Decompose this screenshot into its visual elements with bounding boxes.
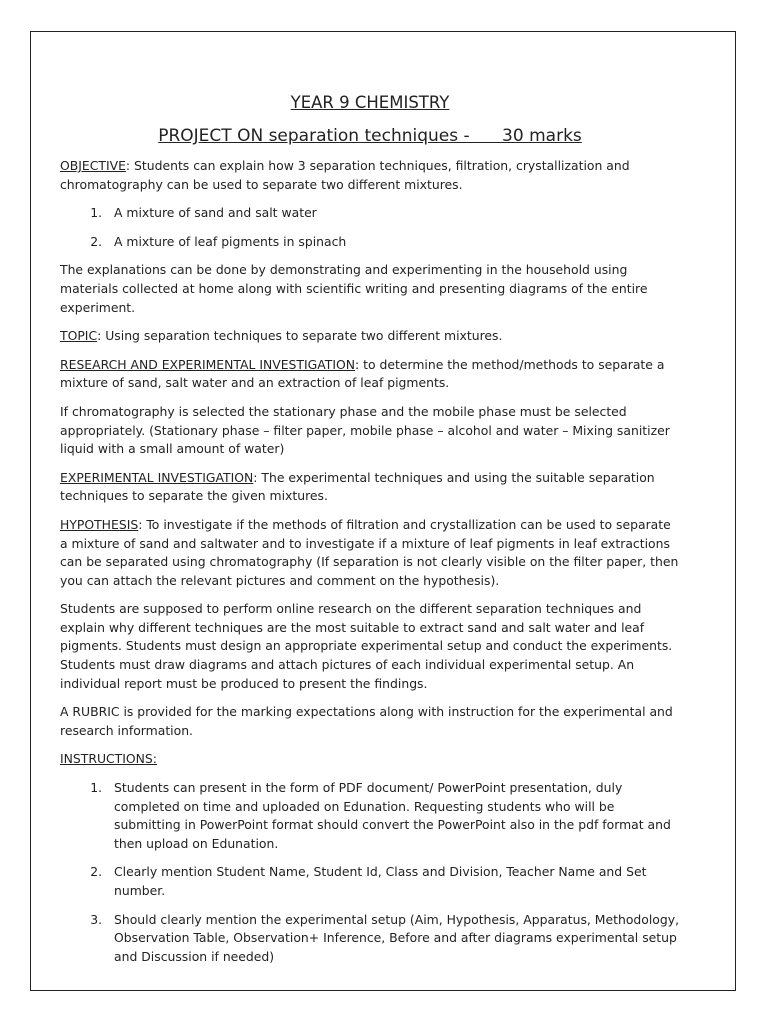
hypothesis-text: : To investigate if the methods of filtration and crystallization can be used to separate a mixture of sand and saltwater and to investigate if a mixture of leaf pigments in leaf extractions can be separated using chromatography (If separation is not clearly visible on the filter paper, then you can attach the relevant pictures and comment on the hypothesis). xyxy=(60,516,679,588)
list-item: 2. A mixture of leaf pigments in spinach xyxy=(106,233,680,252)
project-title: PROJECT ON separation techniques - 30 marks xyxy=(158,126,582,146)
list-item: 2. Clearly mention Student Name, Student Id, Class and Division, Teacher Name and Set number. xyxy=(106,863,680,900)
rubric-paragraph: A RUBRIC is provided for the marking expectations along with instruction for the experimental and research information. xyxy=(60,704,673,738)
hypothesis-paragraph xyxy=(60,516,680,590)
objective-paragraph xyxy=(60,157,680,194)
experimental-text: : The experimental techniques and using the suitable separation techniques to separate the given mixtures. xyxy=(60,469,655,504)
instructions-list xyxy=(60,779,680,966)
experimental-paragraph xyxy=(60,469,680,506)
document-body xyxy=(60,92,680,976)
research-paragraph xyxy=(60,356,680,393)
topic-paragraph xyxy=(60,327,680,346)
mixtures-list xyxy=(60,204,680,251)
list-item: 1. Students can present in the form of PDF document/ PowerPoint presentation, duly completed on time and uploaded on Edunation. Requesting students who will be submitting in PowerPoint format should convert the PowerPoint also in the pdf format and then upload on Edunation. xyxy=(106,779,680,853)
list-item: 3. Should clearly mention the experimental setup (Aim, Hypothesis, Apparatus, Methodology, Observation Table, Observation+ Inference, Before and after diagrams experimental setup and Discussion if needed) xyxy=(106,911,680,967)
objective-text: : Students can explain how 3 separation techniques, filtration, crystallization and chromatography can be used to separate two different mixtures. xyxy=(60,158,630,192)
students-paragraph: Students are supposed to perform online research on the different separation techniques and explain why different techniques are the most suitable to extract sand and salt water and leaf pigments. Students must design an appropriate experimental setup and conduct the experiments. Students must draw diagrams and attach pictures of each individual experimental setup. An individual report must be produced to present the findings. xyxy=(60,601,673,691)
research-text: : to determine the method/methods to separate a mixture of sand, salt water and an extraction of leaf pigments. xyxy=(60,356,665,391)
list-item: 1. A mixture of sand and salt water xyxy=(106,204,680,223)
explanation-paragraph: The explanations can be done by demonstrating and experimenting in the household using materials collected at home along with scientific writing and presenting diagrams of the entire experiment. xyxy=(60,262,648,315)
experimental-label: EXPERIMENTAL INVESTIGATION xyxy=(60,469,254,485)
topic-text: : Using separation techniques to separate two different mixtures. xyxy=(97,328,503,344)
objective-label: OBJECTIVE xyxy=(60,158,126,173)
research-label: RESEARCH AND EXPERIMENTAL INVESTIGATION xyxy=(60,356,356,372)
instructions-heading: INSTRUCTIONS: xyxy=(60,751,157,767)
document-title: YEAR 9 CHEMISTRY xyxy=(290,93,450,112)
topic-label: TOPIC xyxy=(60,328,98,344)
chromatography-paragraph: If chromatography is selected the stationary phase and the mobile phase must be selected appropriately. (Stationary phase – filter paper, mobile phase – alcohol and water – Mixing sanitizer liquid with a small amount of water) xyxy=(60,403,670,457)
hypothesis-label: HYPOTHESIS xyxy=(60,516,139,532)
